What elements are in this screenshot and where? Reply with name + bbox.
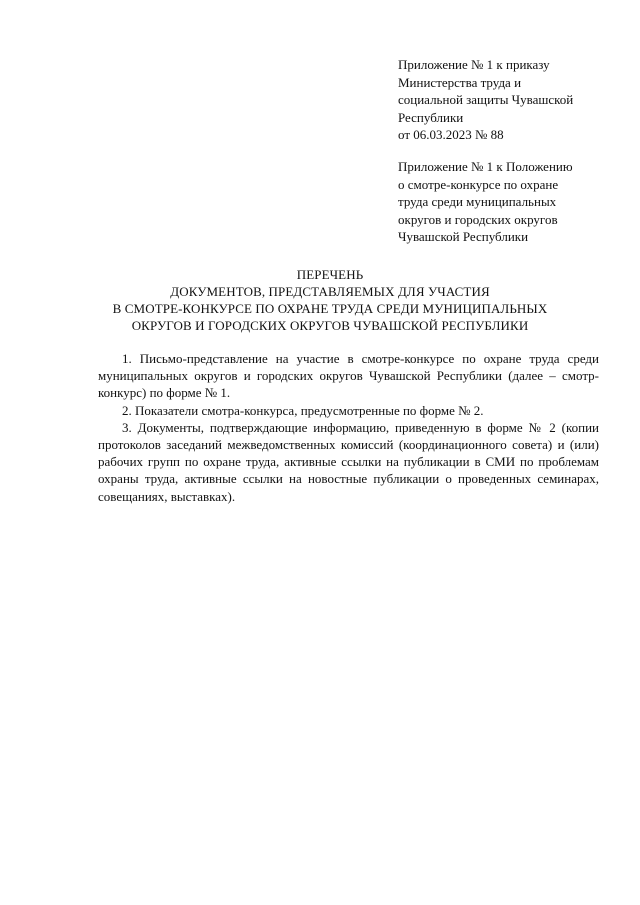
appendix-order-line-2: Министерства труда и xyxy=(398,74,522,90)
appendix-order-line-1: Приложение № 1 к приказу xyxy=(398,57,550,72)
heading-line-4: ОКРУГОВ И ГОРОДСКИХ ОКРУГОВ ЧУВАШСКОЙ РЕСПУБЛИКИ xyxy=(131,318,529,333)
documents-list xyxy=(98,350,599,505)
appendix-order-line-5: от 06.03.2023 № 88 xyxy=(398,127,504,142)
appendix-regulation-line-3: труда среди муниципальных xyxy=(398,194,557,209)
appendix-note-regulation xyxy=(398,158,598,246)
list-item: 2. Показатели смотра-конкурса, предусмотренные по форме № 2. xyxy=(122,402,484,418)
appendix-note-order xyxy=(398,56,598,144)
appendix-regulation-line-5: Чувашской Республики xyxy=(398,229,529,244)
appendix-regulation-line-1: Приложение № 1 к Положению xyxy=(398,159,573,174)
document-heading xyxy=(60,266,600,334)
heading-line-2: ДОКУМЕНТОВ, ПРЕДСТАВЛЯЕМЫХ ДЛЯ УЧАСТИЯ xyxy=(170,284,490,299)
appendix-regulation-line-2: о смотре-конкурсе по охране xyxy=(398,176,559,192)
appendix-order-line-4: Республики xyxy=(398,109,464,125)
list-item: 3. Документы, подтверждающие информацию, приведенную в форме № 2 (копии протоколов заседаний межведомственных комиссий (координационного совета) и (или) рабочих групп по охране труда, активные ссылки на публикации в СМИ по проблемам охраны труда, активные ссылки на новостные публикации о проведенных семинарах, совещаниях, выставках). xyxy=(98,419,599,504)
list-item: 1. Письмо-представление на участие в смотре-конкурсе по охране труда среди муниципальных округов и городских округов Чувашской Республики (далее – смотр-конкурс) по форме № 1. xyxy=(98,351,599,401)
appendix-order-line-3: социальной защиты Чувашской xyxy=(398,92,574,107)
heading-title: ПЕРЕЧЕНЬ xyxy=(296,267,364,282)
heading-line-3: В СМОТРЕ-КОНКУРСЕ ПО ОХРАНЕ ТРУДА СРЕДИ МУНИЦИПАЛЬНЫХ xyxy=(112,301,548,316)
appendix-regulation-line-4: округов и городских округов xyxy=(398,211,558,227)
